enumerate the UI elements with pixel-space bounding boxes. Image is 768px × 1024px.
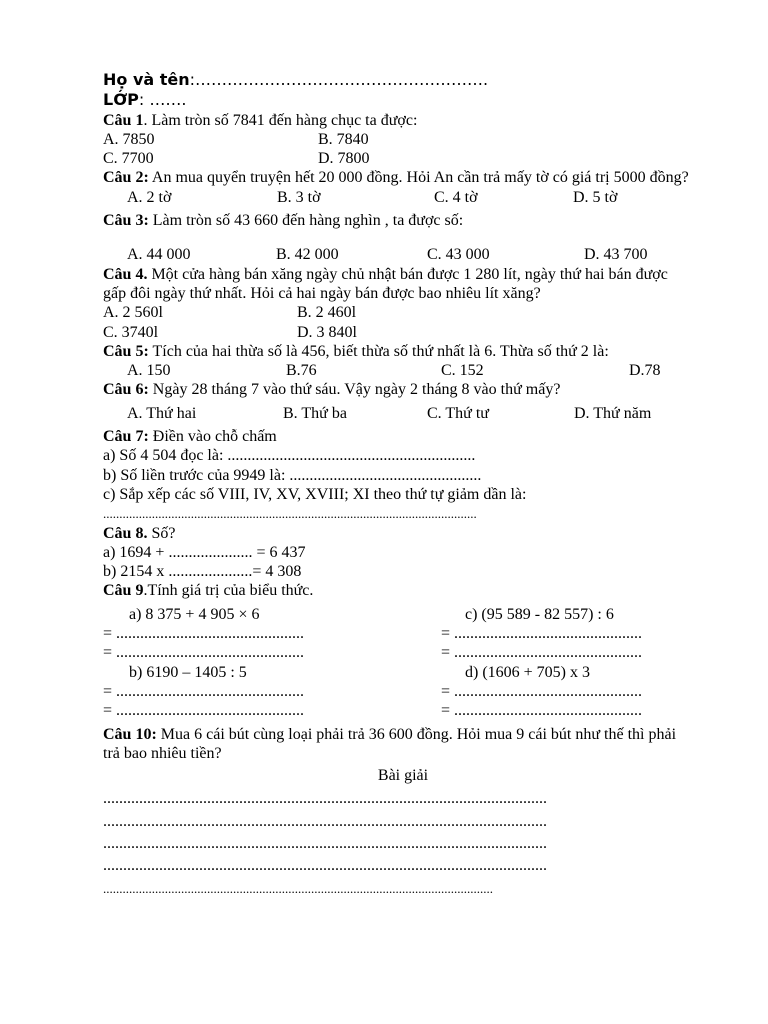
- question-text: .Tính giá trị của biểu thức.: [143, 582, 314, 600]
- solution-line: ...............................................................................................................: [103, 857, 547, 875]
- option-d: D. 43 700: [584, 246, 648, 264]
- q5-options: [103, 361, 703, 380]
- solution-line: ...............................................................................................................: [103, 834, 547, 852]
- solution-line: ...............................................................................................................: [103, 790, 547, 808]
- option-a: A. 2 tờ: [127, 188, 172, 206]
- option-c: C. 43 000: [427, 246, 490, 264]
- q1-options-row-2: [103, 149, 703, 168]
- option-b: B. Thứ ba: [283, 404, 347, 422]
- question-text: Số?: [147, 524, 176, 542]
- question-7: [103, 427, 703, 446]
- question-label: Câu 2:: [103, 169, 149, 187]
- question-1: [103, 111, 703, 130]
- class-label: LỚP: [103, 90, 139, 110]
- answer-line: = ...............................................: [441, 644, 643, 662]
- option-d: D. Thứ năm: [574, 404, 652, 422]
- option-d: D. 7800: [318, 150, 370, 168]
- option-a: A. 150: [127, 362, 171, 380]
- question-3: [103, 211, 703, 230]
- option-b: B. 2 460l: [297, 304, 357, 322]
- solution-title: Bài giải: [377, 767, 429, 785]
- question-label: Câu 8.: [103, 524, 148, 542]
- q9-answer-row-1: [103, 624, 703, 643]
- question-4: [103, 265, 693, 304]
- class-line: [103, 90, 703, 110]
- answer-line: = ...............................................: [441, 625, 643, 643]
- answer-line: = ...............................................: [441, 682, 643, 700]
- q9-expr-row-1: [103, 605, 703, 624]
- question-text: An mua quyển truyện hết 20 000 đồng. Hỏi An cần trả mấy tờ có giá trị 5000 đồng?: [148, 169, 689, 187]
- question-text: . Làm tròn số 7841 đến hàng chục ta được:: [143, 111, 418, 129]
- option-a: A. 44 000: [127, 246, 191, 264]
- worksheet: [103, 70, 703, 898]
- q9-answer-row-3: [103, 682, 703, 701]
- question-10: [103, 725, 693, 764]
- question-label: Câu 1: [103, 111, 144, 129]
- question-label: Câu 9: [103, 582, 144, 600]
- question-8: [103, 524, 703, 543]
- option-b: B. 3 tờ: [277, 188, 321, 206]
- q9-answer-row-4: [103, 701, 703, 720]
- question-5: [103, 342, 703, 361]
- question-text: Mua 6 cái bút cùng loại phải trả 36 600 đồng. Hỏi mua 9 cái bút như thế thì phải trả bao nhiêu tiền?: [103, 725, 677, 762]
- option-b: B.76: [286, 362, 317, 380]
- option-b: B. 7840: [318, 130, 369, 148]
- option-c: C. 4 tờ: [434, 188, 478, 206]
- class-fill: : …….: [138, 90, 187, 110]
- q7-part-c: c) Sắp xếp các số VIII, IV, XV, XVIII; XI theo thứ tự giảm dần là:: [103, 485, 527, 503]
- q9-answer-row-2: [103, 643, 703, 662]
- option-a: A. 2 560l: [103, 304, 163, 322]
- question-label: Câu 3:: [103, 212, 149, 230]
- question-label: Câu 6:: [103, 381, 149, 399]
- question-text: Một cửa hàng bán xăng ngày chủ nhật bán được 1 280 lít, ngày thứ hai bán được gấp đôi ngày thứ nhất. Hỏi cả hai ngày bán được bao nhiêu lít xăng?: [103, 265, 668, 302]
- expression-c: c) (95 589 - 82 557) : 6: [465, 605, 614, 623]
- q6-options: [103, 404, 703, 423]
- solution-line: ...............................................................................................................: [103, 812, 547, 830]
- q8-part-a: a) 1694 + ..................... = 6 437: [103, 543, 306, 561]
- option-d: D.78: [629, 362, 661, 380]
- answer-line: = ...............................................: [103, 702, 305, 720]
- q2-options: [103, 188, 703, 207]
- name-label: Họ và tên: [103, 70, 190, 89]
- question-text: Ngày 28 tháng 7 vào thứ sáu. Vậy ngày 2 tháng 8 vào thứ mấy?: [148, 381, 561, 399]
- q8-part-b: b) 2154 x .....................= 4 308: [103, 563, 302, 581]
- question-text: Làm tròn số 43 660 đến hàng nghìn , ta được số:: [148, 212, 464, 230]
- question-6: [103, 380, 703, 399]
- answer-line: = ...............................................: [103, 625, 305, 643]
- question-label: Câu 5:: [103, 342, 149, 360]
- option-b: B. 42 000: [276, 246, 339, 264]
- question-text: Tích của hai thừa số là 456, biết thừa số thứ nhất là 6. Thừa số thứ 2 là:: [148, 342, 609, 360]
- q7-part-a: a) Số 4 504 đọc là: ..............................................................: [103, 447, 476, 465]
- name-fill: :……………………………………………….: [189, 70, 489, 89]
- expression-a: a) 8 375 + 4 905 × 6: [129, 605, 260, 623]
- option-d: D. 3 840l: [297, 323, 357, 341]
- option-d: D. 5 tờ: [573, 188, 618, 206]
- q3-options: [103, 245, 703, 264]
- expression-d: d) (1606 + 705) x 3: [465, 663, 591, 681]
- option-c: C. 152: [441, 362, 484, 380]
- solution-line: ........................................................................................................................: [103, 880, 493, 896]
- answer-line: = ...............................................: [441, 702, 643, 720]
- question-label: Câu 4.: [103, 265, 148, 283]
- expression-b: b) 6190 – 1405 : 5: [129, 663, 247, 681]
- name-line: [103, 70, 703, 90]
- q7-part-b: b) Số liền trước của 9949 là: ................................................: [103, 466, 482, 484]
- option-c: C. Thứ tư: [427, 404, 489, 422]
- q9-expr-row-2: [103, 663, 703, 682]
- option-c: C. 7700: [103, 150, 154, 168]
- q4-options-row-2: [103, 323, 703, 342]
- question-label: Câu 10:: [103, 725, 157, 743]
- question-text: Điền vào chỗ chấm: [148, 428, 277, 446]
- q1-options-row-1: [103, 130, 703, 149]
- option-a: A. Thứ hai: [127, 404, 197, 422]
- question-9: [103, 581, 703, 600]
- q7-part-c-fill: ...................................................................................................................: [103, 506, 477, 522]
- option-a: A. 7850: [103, 130, 155, 148]
- answer-line: = ...............................................: [103, 682, 305, 700]
- q4-options-row-1: [103, 303, 703, 322]
- question-label: Câu 7:: [103, 428, 149, 446]
- answer-line: = ...............................................: [103, 644, 305, 662]
- question-2: [103, 168, 693, 187]
- option-c: C. 3740l: [103, 323, 159, 341]
